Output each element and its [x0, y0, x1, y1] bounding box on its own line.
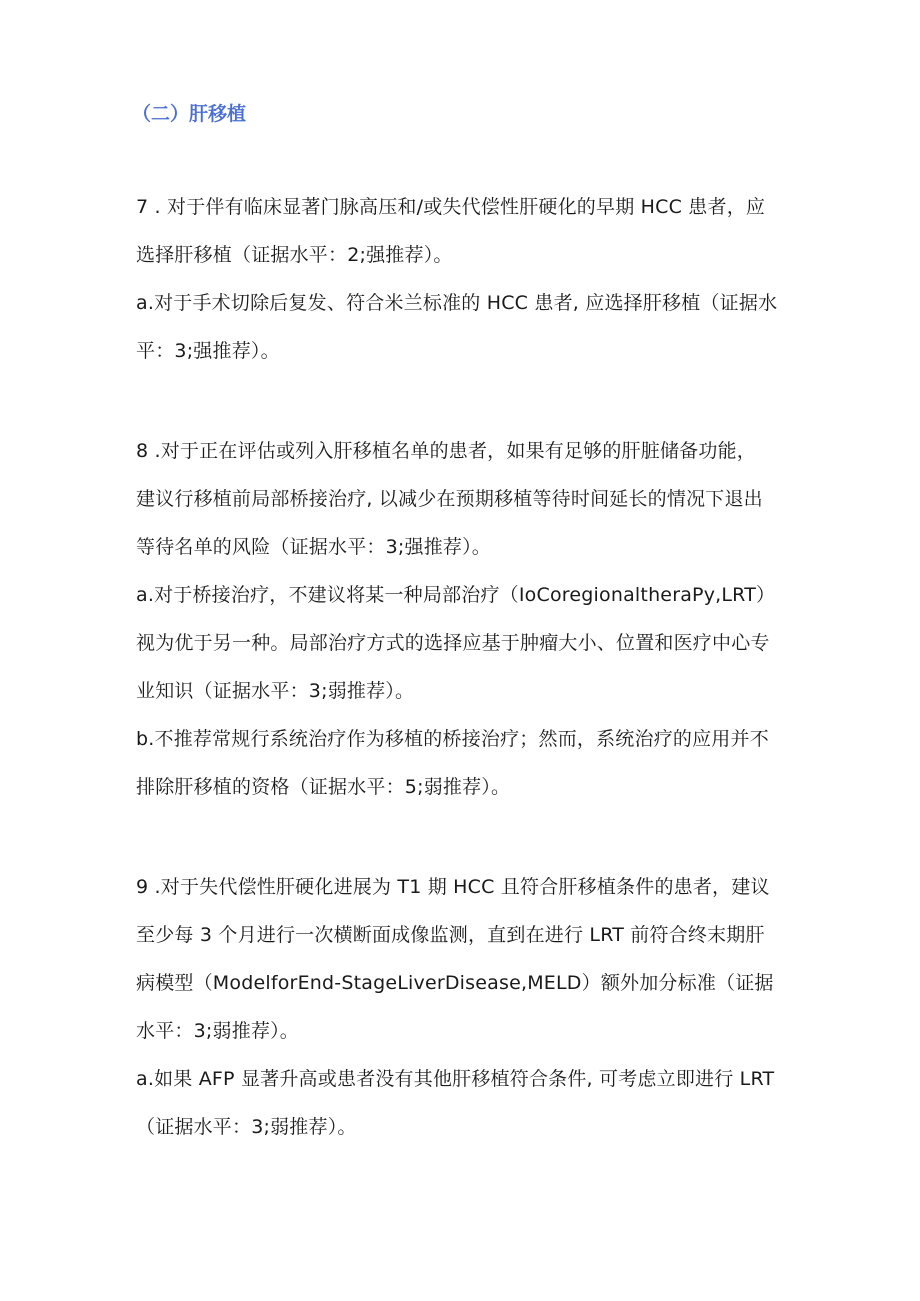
paragraph-line: a.对于桥接治疗，不建议将某一种局部治疗（IoCoregionaltheraPy,LRT）	[136, 584, 776, 606]
paragraph-line: 9 .对于失代偿性肝硬化进展为 T1 期 HCC 且符合肝移植条件的患者，建议	[136, 876, 770, 898]
paragraph-line: a.对于手术切除后复发、符合米兰标准的 HCC 患者, 应选择肝移植（证据水	[136, 292, 778, 314]
paragraph-line: 排除肝移植的资格（证据水平：5;弱推荐）。	[136, 776, 511, 798]
paragraph-line: 平：3;强推荐）。	[136, 340, 280, 362]
paragraph-line: 选择肝移植（证据水平：2;强推荐）。	[136, 244, 453, 266]
paragraph-line: 水平：3;弱推荐）。	[136, 1020, 299, 1042]
recommendation-8	[136, 427, 808, 811]
paragraph-line: 等待名单的风险（证据水平：3;强推荐）。	[136, 536, 491, 558]
paragraph-line: 业知识（证据水平：3;弱推荐）。	[136, 680, 415, 702]
paragraph-line: 视为优于另一种。局部治疗方式的选择应基于肿瘤大小、位置和医疗中心专	[136, 632, 770, 654]
recommendation-9	[136, 863, 808, 1151]
paragraph-line: （证据水平：3;弱推荐）。	[136, 1116, 357, 1138]
recommendation-7	[136, 183, 808, 375]
paragraph-line: b.不推荐常规行系统治疗作为移植的桥接治疗；然而，系统治疗的应用并不	[136, 728, 769, 750]
paragraph-line: 至少每 3 个月进行一次横断面成像监测，直到在进行 LRT 前符合终末期肝	[136, 924, 765, 946]
paragraph-line: 8 .对于正在评估或列入肝移植名单的患者，如果有足够的肝脏储备功能，	[136, 440, 756, 462]
paragraph-line: 7 . 对于伴有临床显著门脉高压和/或失代偿性肝硬化的早期 HCC 患者，应	[136, 196, 766, 218]
paragraph-line: 建议行移植前局部桥接治疗, 以减少在预期移植等待时间延长的情况下退出	[136, 488, 763, 510]
paragraph-line: a.如果 AFP 显著升高或患者没有其他肝移植符合条件, 可考虑立即进行 LRT	[136, 1068, 775, 1090]
paragraph-line: 病模型（ModelforEnd-StageLiverDisease,MELD）额外加分标准（证据	[136, 972, 774, 994]
section-heading: （二）肝移植	[132, 103, 247, 125]
